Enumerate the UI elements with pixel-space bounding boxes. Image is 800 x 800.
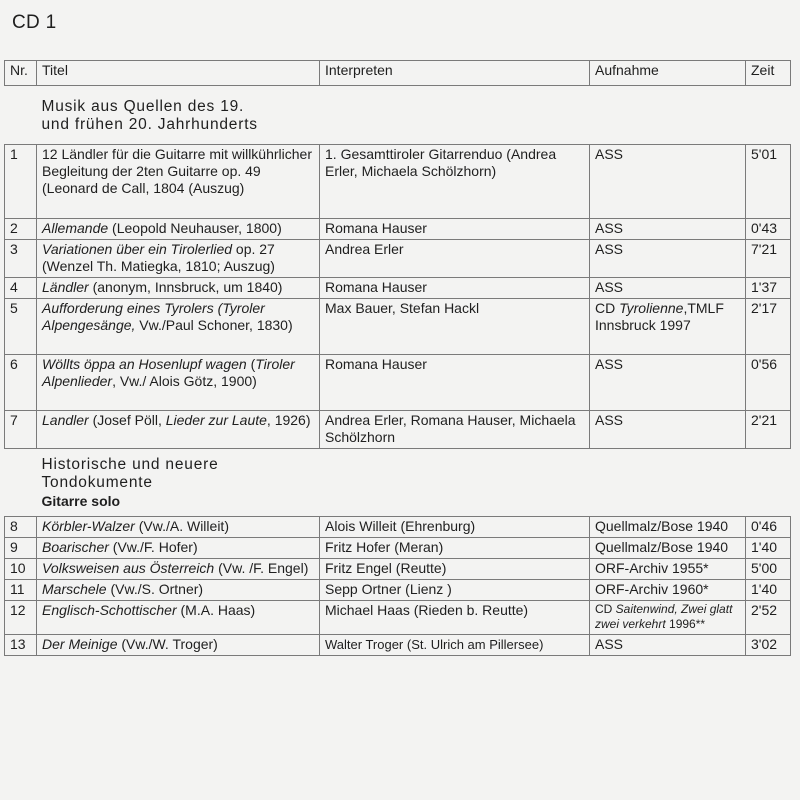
- track-nr: 2: [5, 219, 37, 240]
- track-nr: 6: [5, 355, 37, 411]
- header-title: Titel: [37, 61, 320, 86]
- track-nr: 3: [5, 240, 37, 278]
- track-time: 2'52: [746, 601, 791, 635]
- track-time: 2'21: [746, 411, 791, 449]
- section-heading-2: Historische und neuere Tondokumente: [41, 456, 219, 491]
- track-time: 0'46: [746, 517, 791, 538]
- track-time: 5'01: [746, 145, 791, 219]
- table-row: [5, 580, 791, 601]
- table-row: [5, 411, 791, 449]
- track-time: 0'56: [746, 355, 791, 411]
- track-interpreters: Alois Willeit (Ehrenburg): [320, 517, 590, 538]
- track-interpreters: Fritz Engel (Reutte): [320, 559, 590, 580]
- section-heading-1: Musik aus Quellen des 19. und frühen 20. Jahrhunderts: [41, 98, 258, 133]
- track-time: 1'37: [746, 278, 791, 299]
- track-time: 5'00: [746, 559, 791, 580]
- track-nr: 10: [5, 559, 37, 580]
- track-recording: CD Tyrolienne,TMLF Innsbruck 1997: [590, 299, 746, 355]
- track-title: Körbler-Walzer (Vw./A. Willeit): [37, 517, 320, 538]
- track-recording: Quellmalz/Bose 1940: [590, 517, 746, 538]
- track-recording: ASS: [590, 219, 746, 240]
- track-title: Marschele (Vw./S. Ortner): [37, 580, 320, 601]
- track-interpreters: Fritz Hofer (Meran): [320, 538, 590, 559]
- track-interpreters: Andrea Erler: [320, 240, 590, 278]
- track-nr: 5: [5, 299, 37, 355]
- track-title: Variationen über ein Tirolerlied op. 27 (Wenzel Th. Matiegka, 1810; Auszug): [37, 240, 320, 278]
- track-recording: ASS: [590, 240, 746, 278]
- table-header-row: [5, 61, 791, 86]
- table-row: [5, 538, 791, 559]
- track-time: 1'40: [746, 580, 791, 601]
- track-nr: 9: [5, 538, 37, 559]
- track-recording: ORF-Archiv 1955*: [590, 559, 746, 580]
- track-recording: ASS: [590, 411, 746, 449]
- table-row: [5, 299, 791, 355]
- track-table: [4, 60, 791, 656]
- header-recording: Aufnahme: [590, 61, 746, 86]
- track-title: Wöllts öppa an Hosenlupf wagen (Tiroler Alpenlieder, Vw./ Alois Götz, 1900): [37, 355, 320, 411]
- track-recording: CD Saitenwind, Zwei glatt zwei verkehrt 1996**: [590, 601, 746, 635]
- track-recording: Quellmalz/Bose 1940: [590, 538, 746, 559]
- cd-title: CD 1: [12, 12, 57, 33]
- header-interpreters: Interpreten: [320, 61, 590, 86]
- track-title: Volksweisen aus Österreich (Vw. /F. Engel): [37, 559, 320, 580]
- track-title: Allemande (Leopold Neuhauser, 1800): [37, 219, 320, 240]
- track-nr: 13: [5, 635, 37, 656]
- track-interpreters: Romana Hauser: [320, 355, 590, 411]
- track-time: 2'17: [746, 299, 791, 355]
- section-row-2: [5, 449, 791, 517]
- track-nr: 11: [5, 580, 37, 601]
- track-time: 0'43: [746, 219, 791, 240]
- track-title: Ländler (anonym, Innsbruck, um 1840): [37, 278, 320, 299]
- track-time: 1'40: [746, 538, 791, 559]
- track-interpreters: 1. Gesamttiroler Gitarrenduo (Andrea Erler, Michaela Schölzhorn): [320, 145, 590, 219]
- track-interpreters: Romana Hauser: [320, 278, 590, 299]
- header-nr: Nr.: [5, 61, 37, 86]
- track-recording: ASS: [590, 145, 746, 219]
- track-recording: ASS: [590, 278, 746, 299]
- table-row: [5, 240, 791, 278]
- track-interpreters: Andrea Erler, Romana Hauser, Michaela Schölzhorn: [320, 411, 590, 449]
- track-time: 3'02: [746, 635, 791, 656]
- header-time: Zeit: [746, 61, 791, 86]
- section-subheading: Gitarre solo: [41, 493, 121, 509]
- track-nr: 7: [5, 411, 37, 449]
- track-recording: ASS: [590, 635, 746, 656]
- table-row: [5, 355, 791, 411]
- track-time: 7'21: [746, 240, 791, 278]
- track-interpreters: Max Bauer, Stefan Hackl: [320, 299, 590, 355]
- track-title: Landler (Josef Pöll, Lieder zur Laute, 1926): [37, 411, 320, 449]
- table-row: [5, 601, 791, 635]
- track-title: Englisch-Schottischer (M.A. Haas): [37, 601, 320, 635]
- track-title: Boarischer (Vw./F. Hofer): [37, 538, 320, 559]
- track-interpreters: Walter Troger (St. Ulrich am Pillersee): [320, 635, 590, 656]
- track-interpreters: Romana Hauser: [320, 219, 590, 240]
- track-recording: ASS: [590, 355, 746, 411]
- table-row: [5, 278, 791, 299]
- track-nr: 8: [5, 517, 37, 538]
- track-interpreters: Sepp Ortner (Lienz ): [320, 580, 590, 601]
- table-row: [5, 635, 791, 656]
- track-nr: 4: [5, 278, 37, 299]
- track-nr: 12: [5, 601, 37, 635]
- track-title: Der Meinige (Vw./W. Troger): [37, 635, 320, 656]
- track-nr: 1: [5, 145, 37, 219]
- table-row: [5, 145, 791, 219]
- table-row: [5, 559, 791, 580]
- track-title: Aufforderung eines Tyrolers (Tyroler Alpengesänge, Vw./Paul Schoner, 1830): [37, 299, 320, 355]
- table-row: [5, 517, 791, 538]
- section-row-1: [5, 86, 791, 145]
- track-title: 12 Ländler für die Guitarre mit willkührlicher Begleitung der 2ten Guitarre op. 49 (Leonard de Call, 1804 (Auszug): [37, 145, 320, 219]
- track-recording: ORF-Archiv 1960*: [590, 580, 746, 601]
- table-row: [5, 219, 791, 240]
- track-interpreters: Michael Haas (Rieden b. Reutte): [320, 601, 590, 635]
